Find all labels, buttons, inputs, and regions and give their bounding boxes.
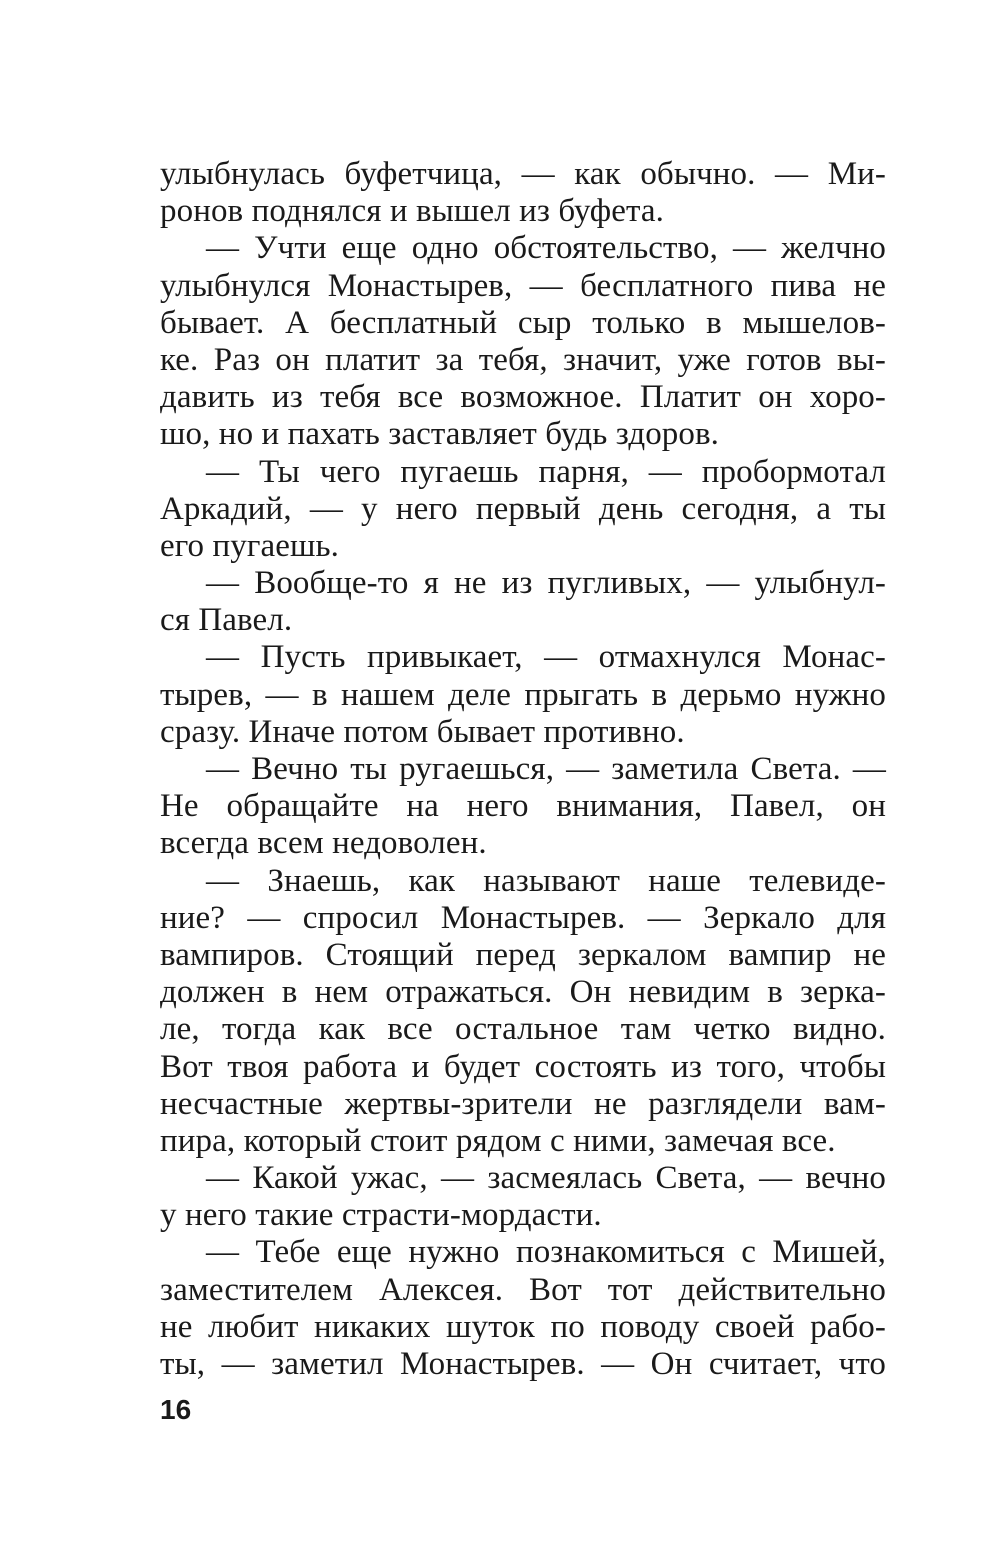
text-line: ронов поднялся и вышел из буфета.: [160, 193, 665, 230]
text-line: — Пусть привыкает, — отмахнулся Монас-: [206, 639, 886, 676]
text-line: — Какой ужас, — засмеялась Света, — вечно: [206, 1160, 886, 1197]
text-line: ся Павел.: [160, 602, 293, 639]
text-line: — Тебе еще нужно познакомиться с Мишей,: [206, 1234, 886, 1271]
text-line: ке. Раз он платит за тебя, значит, уже готов вы-: [160, 341, 886, 378]
text-line: Аркадий, — у него первый день сегодня, а ты: [160, 490, 886, 527]
text-line: — Знаешь, как называют наше телевиде-: [206, 862, 886, 899]
text-line: улыбнулся Монастырев, — бесплатного пива не: [160, 267, 886, 304]
text-line: давить из тебя все возможное. Платит он хоро-: [160, 379, 886, 416]
text-line: заместителем Алексея. Вот тот действительно: [160, 1271, 886, 1308]
text-line: — Вообще-то я не из пугливых, — улыбнул-: [206, 565, 886, 602]
text-line: вампиров. Стоящий перед зеркалом вампир не: [160, 936, 886, 973]
text-line: ле, тогда как все остальное там четко видно.: [160, 1011, 886, 1048]
text-line: тырев, — в нашем деле прыгать в дерьмо нужно: [160, 676, 886, 713]
text-line: Не обращайте на него внимания, Павел, он: [160, 788, 886, 825]
text-line: пира, который стоит рядом с ними, замечая все.: [160, 1122, 836, 1159]
text-line: должен в нем отражаться. Он невидим в зерка-: [160, 974, 886, 1011]
text-line: у него такие страсти-мордасти.: [160, 1197, 602, 1234]
text-line: всегда всем недоволен.: [160, 825, 487, 862]
text-line: его пугаешь.: [160, 527, 340, 564]
text-line: сразу. Иначе потом бывает противно.: [160, 713, 685, 750]
text-line: ты, — заметил Монастырев. — Он считает, что: [160, 1346, 886, 1382]
text-line: — Вечно ты ругаешься, — заметила Света. —: [206, 751, 886, 787]
page-number: 16: [160, 1394, 192, 1425]
text-line: шо, но и пахать заставляет будь здоров.: [160, 416, 720, 453]
text-line: — Учти еще одно обстоятельство, — желчно: [206, 230, 886, 267]
text-line: улыбнулась буфетчица, — как обычно. — Ми-: [160, 156, 886, 192]
text-line: Вот твоя работа и будет состоять из того, чтобы: [160, 1048, 886, 1085]
text-line: ние? — спросил Монастырев. — Зеркало для: [160, 899, 886, 936]
text-line: несчастные жертвы-зрители не разглядели вам-: [160, 1085, 886, 1122]
text-line: — Ты чего пугаешь парня, — пробормотал: [206, 453, 886, 490]
body-text: [160, 156, 886, 1383]
text-line: не любит никаких шуток по поводу своей рабо-: [160, 1308, 886, 1345]
text-line: бывает. А бесплатный сыр только в мышелов-: [160, 304, 886, 341]
